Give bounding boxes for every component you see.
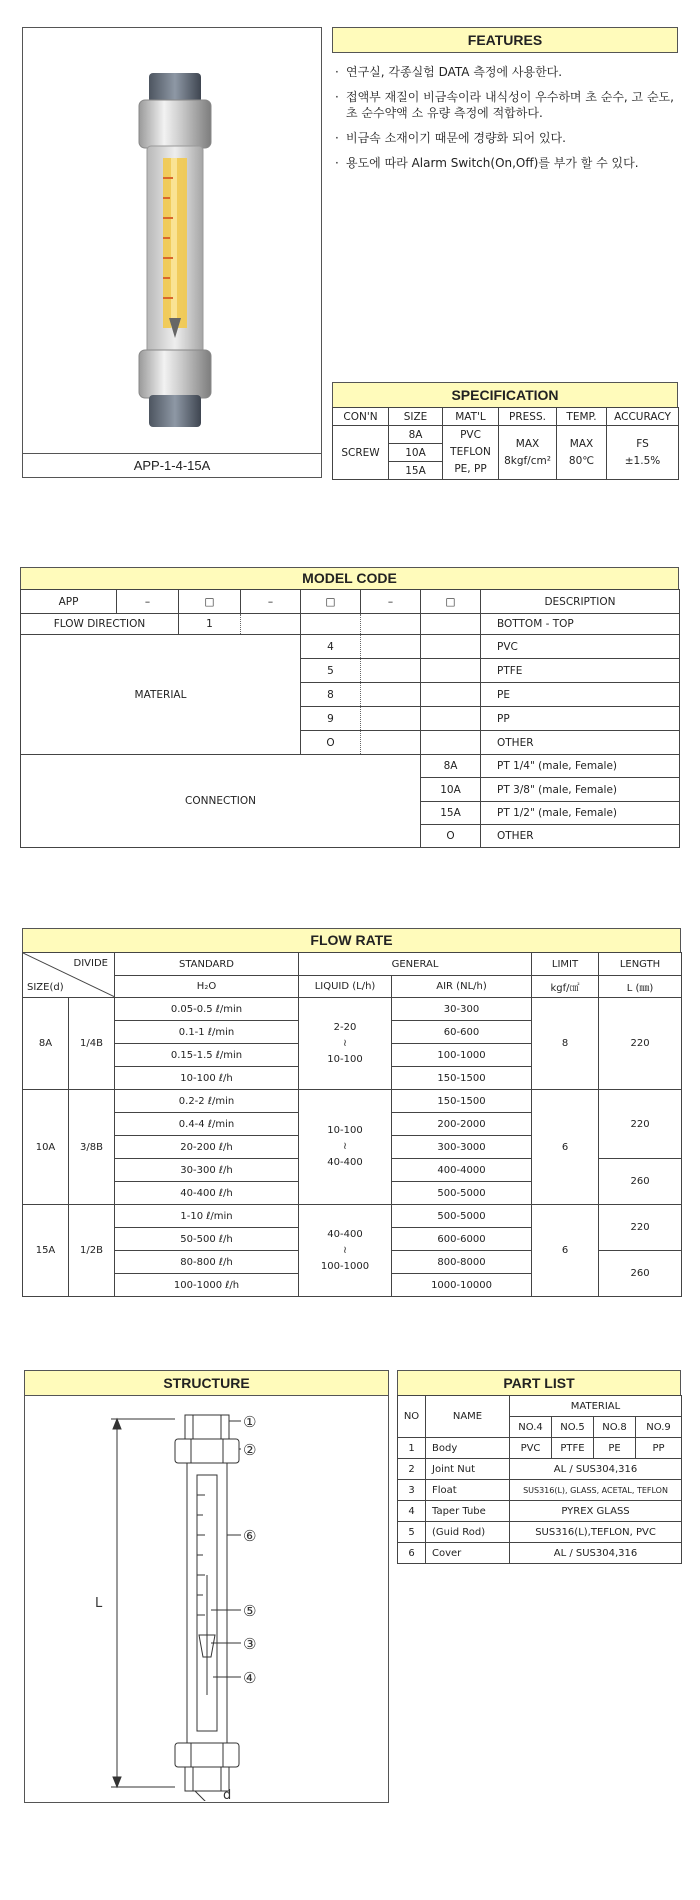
connection-label: CONNECTION (21, 755, 421, 848)
length-cell: 220 (599, 998, 682, 1090)
part-no: 6 (398, 1543, 426, 1564)
part-no: 4 (398, 1501, 426, 1522)
material-label: MATERIAL (21, 635, 301, 755)
feature-item: · 용도에 따라 Alarm Switch(On,Off)를 부가 할 수 있다. (334, 155, 680, 171)
liquid-min: 40-400 (327, 1228, 363, 1240)
air-cell: 500-5000 (392, 1205, 532, 1228)
spec-header: PRESS. (499, 408, 557, 426)
connection-desc: PT 1/4" (male, Female) (481, 755, 680, 778)
material-desc: PP (481, 707, 680, 731)
callout-1: ① (243, 1413, 257, 1431)
callout-3: ③ (243, 1635, 257, 1653)
structure-drawing (25, 1395, 388, 1801)
size-cell: 15A (23, 1205, 69, 1297)
air-cell: 150-1500 (392, 1067, 532, 1090)
length-cell: 260 (599, 1159, 682, 1205)
part-list-title: PART LIST (397, 1370, 681, 1396)
product-caption: APP-1-4-15A (23, 453, 321, 477)
standard-cell: 0.05-0.5 ℓ/min (115, 998, 299, 1021)
standard-cell: 1-10 ℓ/min (115, 1205, 299, 1228)
material-desc: PE (481, 683, 680, 707)
features-list (334, 64, 680, 180)
air-cell: 600-6000 (392, 1228, 532, 1251)
spec-temp-value: 80℃ (568, 454, 595, 467)
air-cell: 800-8000 (392, 1251, 532, 1274)
spec-press-value: 8kgf/cm² (504, 454, 551, 467)
liquid-max: 100-1000 (320, 1260, 370, 1272)
air-cell: 150-1500 (392, 1090, 532, 1113)
flow-direction-label: FLOW DIRECTION (21, 614, 179, 635)
thread-cell: 1/4B (69, 998, 115, 1090)
part-no-header: NO (398, 1396, 426, 1438)
callout-5: ⑤ (243, 1602, 257, 1620)
spec-material-item: PE, PP (454, 463, 487, 475)
part-name: Cover (426, 1543, 510, 1564)
spec-material-item: PVC (460, 429, 481, 441)
specification-table (332, 407, 679, 480)
material-code: 5 (301, 659, 361, 683)
material-code: 8 (301, 683, 361, 707)
material-col-header: NO.5 (552, 1417, 594, 1438)
spec-temp (557, 426, 607, 480)
feature-item: · 연구실, 각종실험 DATA 측정에 사용한다. (334, 64, 680, 80)
model-code-dash: – (117, 590, 179, 614)
model-code-title: MODEL CODE (20, 567, 679, 590)
liquid-cell (299, 998, 392, 1090)
model-code-dash: – (241, 590, 301, 614)
part-name: Float (426, 1480, 510, 1501)
limit-cell: 8 (532, 998, 599, 1090)
general-header: GENERAL (299, 953, 532, 976)
part-name: (Guid Rod) (426, 1522, 510, 1543)
air-cell: 30-300 (392, 998, 532, 1021)
liquid-cell (299, 1090, 392, 1205)
spec-conn: SCREW (333, 426, 389, 480)
size-cell: 8A (23, 998, 69, 1090)
liquid-min: 2-20 (333, 1021, 357, 1033)
spec-header: CON'N (333, 408, 389, 426)
part-material: SUS316(L),TEFLON, PVC (510, 1522, 682, 1543)
part-list-table (397, 1395, 682, 1564)
tilde-mark: ≀ (343, 1244, 347, 1256)
standard-cell: 50-500 ℓ/h (115, 1228, 299, 1251)
spec-size: 10A (389, 444, 443, 462)
connection-code: 15A (421, 802, 481, 825)
spec-header: ACCURACY (607, 408, 679, 426)
flow-direction-desc: BOTTOM - TOP (481, 614, 680, 635)
length-header: LENGTH (599, 953, 682, 976)
connection-code: 10A (421, 778, 481, 802)
standard-cell: 80-800 ℓ/h (115, 1251, 299, 1274)
standard-cell: 0.15-1.5 ℓ/min (115, 1044, 299, 1067)
limit-unit: kgf/㎠ (532, 976, 599, 998)
spec-size: 8A (389, 426, 443, 444)
callout-4: ④ (243, 1669, 257, 1687)
air-cell: 1000-10000 (392, 1274, 532, 1297)
connection-desc: PT 1/2" (male, Female) (481, 802, 680, 825)
air-cell: 500-5000 (392, 1182, 532, 1205)
divide-label: DIVIDE (73, 958, 108, 969)
spec-accuracy-value: ±1.5% (624, 454, 661, 467)
standard-cell: 100-1000 ℓ/h (115, 1274, 299, 1297)
spec-material (443, 426, 499, 480)
part-no: 3 (398, 1480, 426, 1501)
material-desc: PTFE (481, 659, 680, 683)
feature-item: · 비금속 소재이기 때문에 경량화 되어 있다. (334, 130, 680, 146)
flowmeter-photo (23, 28, 321, 453)
part-material: PTFE (552, 1438, 594, 1459)
air-cell: 200-2000 (392, 1113, 532, 1136)
flow-direction-code: 1 (179, 614, 241, 635)
spec-press-max: MAX (515, 437, 540, 450)
spec-header: TEMP. (557, 408, 607, 426)
spec-header: SIZE (389, 408, 443, 426)
size-cell: 10A (23, 1090, 69, 1205)
flow-rate-table (22, 952, 682, 1297)
callout-2: ② (243, 1441, 257, 1459)
spec-accuracy-fs: FS (636, 437, 649, 450)
part-material: PE (594, 1438, 636, 1459)
air-cell: 300-3000 (392, 1136, 532, 1159)
part-no: 5 (398, 1522, 426, 1543)
model-code-table (20, 589, 680, 848)
liquid-header: LIQUID (L/h) (299, 976, 392, 998)
model-code-box: □ (179, 590, 241, 614)
material-code: 9 (301, 707, 361, 731)
standard-cell: 0.2-2 ℓ/min (115, 1090, 299, 1113)
part-material: PYREX GLASS (510, 1501, 682, 1522)
material-code: 4 (301, 635, 361, 659)
part-name: Joint Nut (426, 1459, 510, 1480)
part-material: PVC (510, 1438, 552, 1459)
standard-cell: 10-100 ℓ/h (115, 1067, 299, 1090)
part-name: Taper Tube (426, 1501, 510, 1522)
material-code: O (301, 731, 361, 755)
structure-drawing-box (24, 1395, 389, 1803)
material-col-header: NO.9 (636, 1417, 682, 1438)
structure-title: STRUCTURE (24, 1370, 389, 1396)
material-desc: OTHER (481, 731, 680, 755)
specification-title: SPECIFICATION (332, 382, 678, 408)
material-col-header: NO.8 (594, 1417, 636, 1438)
model-code-dash: – (361, 590, 421, 614)
dimension-l-label: L (95, 1596, 103, 1611)
divide-size-corner (23, 953, 115, 998)
standard-cell: 30-300 ℓ/h (115, 1159, 299, 1182)
connection-code: 8A (421, 755, 481, 778)
part-material: SUS316(L), GLASS, ACETAL, TEFLON (510, 1480, 682, 1501)
part-material-header: MATERIAL (510, 1396, 682, 1417)
length-cell: 220 (599, 1205, 682, 1251)
feature-item: · 접액부 재질이 비금속이라 내식성이 우수하며 초 순수, 고 순도, 초 순수약액 소 유량 측정에 적합하다. (334, 89, 680, 121)
air-cell: 60-600 (392, 1021, 532, 1044)
liquid-min: 10-100 (327, 1125, 363, 1136)
material-col-header: NO.4 (510, 1417, 552, 1438)
liquid-max: 40-400 (327, 1157, 363, 1168)
standard-cell: 20-200 ℓ/h (115, 1136, 299, 1159)
h2o-header: H₂O (115, 976, 299, 998)
model-code-description-header: DESCRIPTION (481, 590, 680, 614)
spec-press (499, 426, 557, 480)
air-cell: 100-1000 (392, 1044, 532, 1067)
spec-material-item: TEFLON (450, 446, 491, 458)
liquid-max: 10-100 (327, 1053, 363, 1065)
part-name-header: NAME (426, 1396, 510, 1438)
part-material: AL / SUS304,316 (510, 1543, 682, 1564)
limit-cell: 6 (532, 1205, 599, 1297)
dimension-d-label: d (223, 1788, 232, 1801)
material-desc: PVC (481, 635, 680, 659)
model-code-box: □ (301, 590, 361, 614)
standard-header: STANDARD (115, 953, 299, 976)
callout-6: ⑥ (243, 1527, 257, 1545)
limit-header: LIMIT (532, 953, 599, 976)
length-cell: 260 (599, 1251, 682, 1297)
spec-header: MAT'L (443, 408, 499, 426)
air-header: AIR (NL/h) (392, 976, 532, 998)
length-unit: L (㎜) (599, 976, 682, 998)
tilde-mark: ≀ (343, 1037, 347, 1049)
part-no: 2 (398, 1459, 426, 1480)
spec-accuracy (607, 426, 679, 480)
connection-desc: PT 3/8" (male, Female) (481, 778, 680, 802)
spec-temp-max: MAX (569, 437, 594, 450)
limit-cell: 6 (532, 1090, 599, 1205)
model-code-prefix: APP (21, 590, 117, 614)
standard-cell: 40-400 ℓ/h (115, 1182, 299, 1205)
standard-cell: 0.1-1 ℓ/min (115, 1021, 299, 1044)
thread-cell: 1/2B (69, 1205, 115, 1297)
model-code-box: □ (421, 590, 481, 614)
air-cell: 400-4000 (392, 1159, 532, 1182)
connection-desc: OTHER (481, 825, 680, 848)
flow-rate-title: FLOW RATE (22, 928, 681, 953)
features-title: FEATURES (332, 27, 678, 53)
thread-cell: 3/8B (69, 1090, 115, 1205)
standard-cell: 0.4-4 ℓ/min (115, 1113, 299, 1136)
length-cell: 220 (599, 1090, 682, 1159)
product-photo-box (22, 27, 322, 478)
part-no: 1 (398, 1438, 426, 1459)
spec-size: 15A (389, 462, 443, 480)
liquid-cell (299, 1205, 392, 1297)
part-name: Body (426, 1438, 510, 1459)
part-material: AL / SUS304,316 (510, 1459, 682, 1480)
tilde-mark: ≀ (343, 1141, 347, 1152)
part-material: PP (636, 1438, 682, 1459)
connection-code: O (421, 825, 481, 848)
size-label: SIZE(d) (27, 982, 64, 993)
